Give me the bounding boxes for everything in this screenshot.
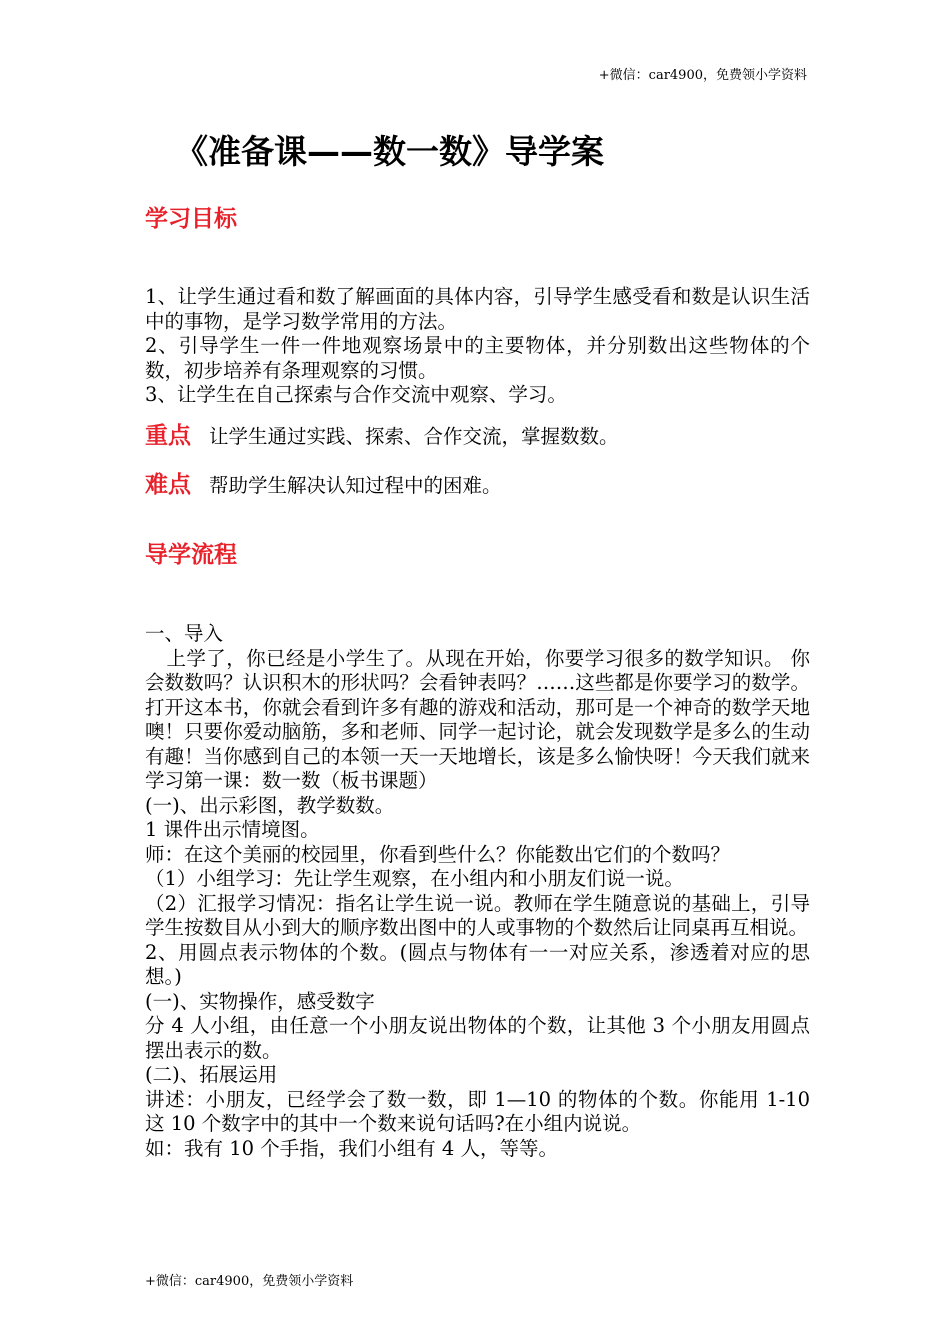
process-line: (一)、实物操作，感受数字: [145, 989, 375, 1013]
process-line: 一、导入: [145, 622, 224, 645]
goals-list: [145, 285, 810, 408]
process-line: 师：在这个美丽的校园里，你看到些什么？你能数出它们的个数吗？: [145, 842, 731, 866]
process-line: 讲述：小朋友，已经学会了数一数，即 1—10 的物体的个数。你能用 1-10 这 10 个数字中的其中一个数来说句话吗?在小组内说说。: [145, 1087, 810, 1135]
process-line: 2、用圆点表示物体的个数。(圆点与物体有一一对应关系，渗透着对应的思想。): [145, 940, 810, 988]
key-point-line: [145, 421, 810, 452]
process-line: 上学了，你已经是小学生了。从现在开始，你要学习很多的数学知识。 你会数数吗？认识积木的形状吗？会看钟表吗？……这些都是你要学习的数学。打开这本书，你就会看到许多有趣的游戏和活动，那可是一个神奇的数学天地噢！只要你爱动脑筋，多和老师、同学一起讨论，就会发现数学是多么的生动有趣！当你感到自己的本领一天一天地增长，该是多么愉快呀！今天我们就来学习第一课：数一数（板书课题）: [145, 646, 810, 792]
process-body: [145, 622, 810, 1161]
goal-item: 1、让学生通过看和数了解画面的具体内容，引导学生感受看和数是认识生活中的事物，是学习数学常用的方法。: [145, 285, 810, 333]
difficulty-text: 帮助学生解决认知过程中的困难。: [209, 474, 502, 497]
footer-note: +微信：car4900，免费领小学资料: [145, 1274, 354, 1289]
difficulty-label: 难点: [145, 472, 191, 498]
process-line: (一)、出示彩图，教学数数。: [145, 793, 395, 817]
process-line: （1）小组学习：先让学生观察，在小组内和小朋友们说一说。: [145, 867, 684, 890]
difficulty-line: [145, 470, 810, 501]
process-heading: 导学流程: [145, 542, 237, 568]
goal-item: 2、引导学生一件一件地观察场景中的主要物体，并分别数出这些物体的个数，初步培养有条理观察的习惯。: [145, 334, 810, 382]
key-point-text: 让学生通过实践、探索、合作交流，掌握数数。: [209, 425, 619, 448]
page-title: 《准备课——数一数》导学案: [175, 132, 604, 171]
goals-heading: 学习目标: [145, 206, 237, 232]
process-line: 分 4 人小组，由任意一个小朋友说出物体的个数，让其他 3 个小朋友用圆点摆出表示的数。: [145, 1014, 810, 1062]
goal-item: 3、让学生在自己探索与合作交流中观察、学习。: [145, 383, 567, 406]
key-point-label: 重点: [145, 423, 191, 449]
process-line: 1 课件出示情境图。: [145, 818, 320, 841]
process-line: (二)、拓展运用: [145, 1063, 278, 1086]
process-line: （2）汇报学习情况：指名让学生说一说。教师在学生随意说的基础上，引导学生按数目从小到大的顺序数出图中的人或事物的个数然后让同桌再互相说。: [145, 891, 810, 939]
header-note: +微信：car4900，免费领小学资料: [598, 68, 807, 83]
process-line: 如：我有 10 个手指，我们小组有 4 人，等等。: [145, 1136, 559, 1160]
